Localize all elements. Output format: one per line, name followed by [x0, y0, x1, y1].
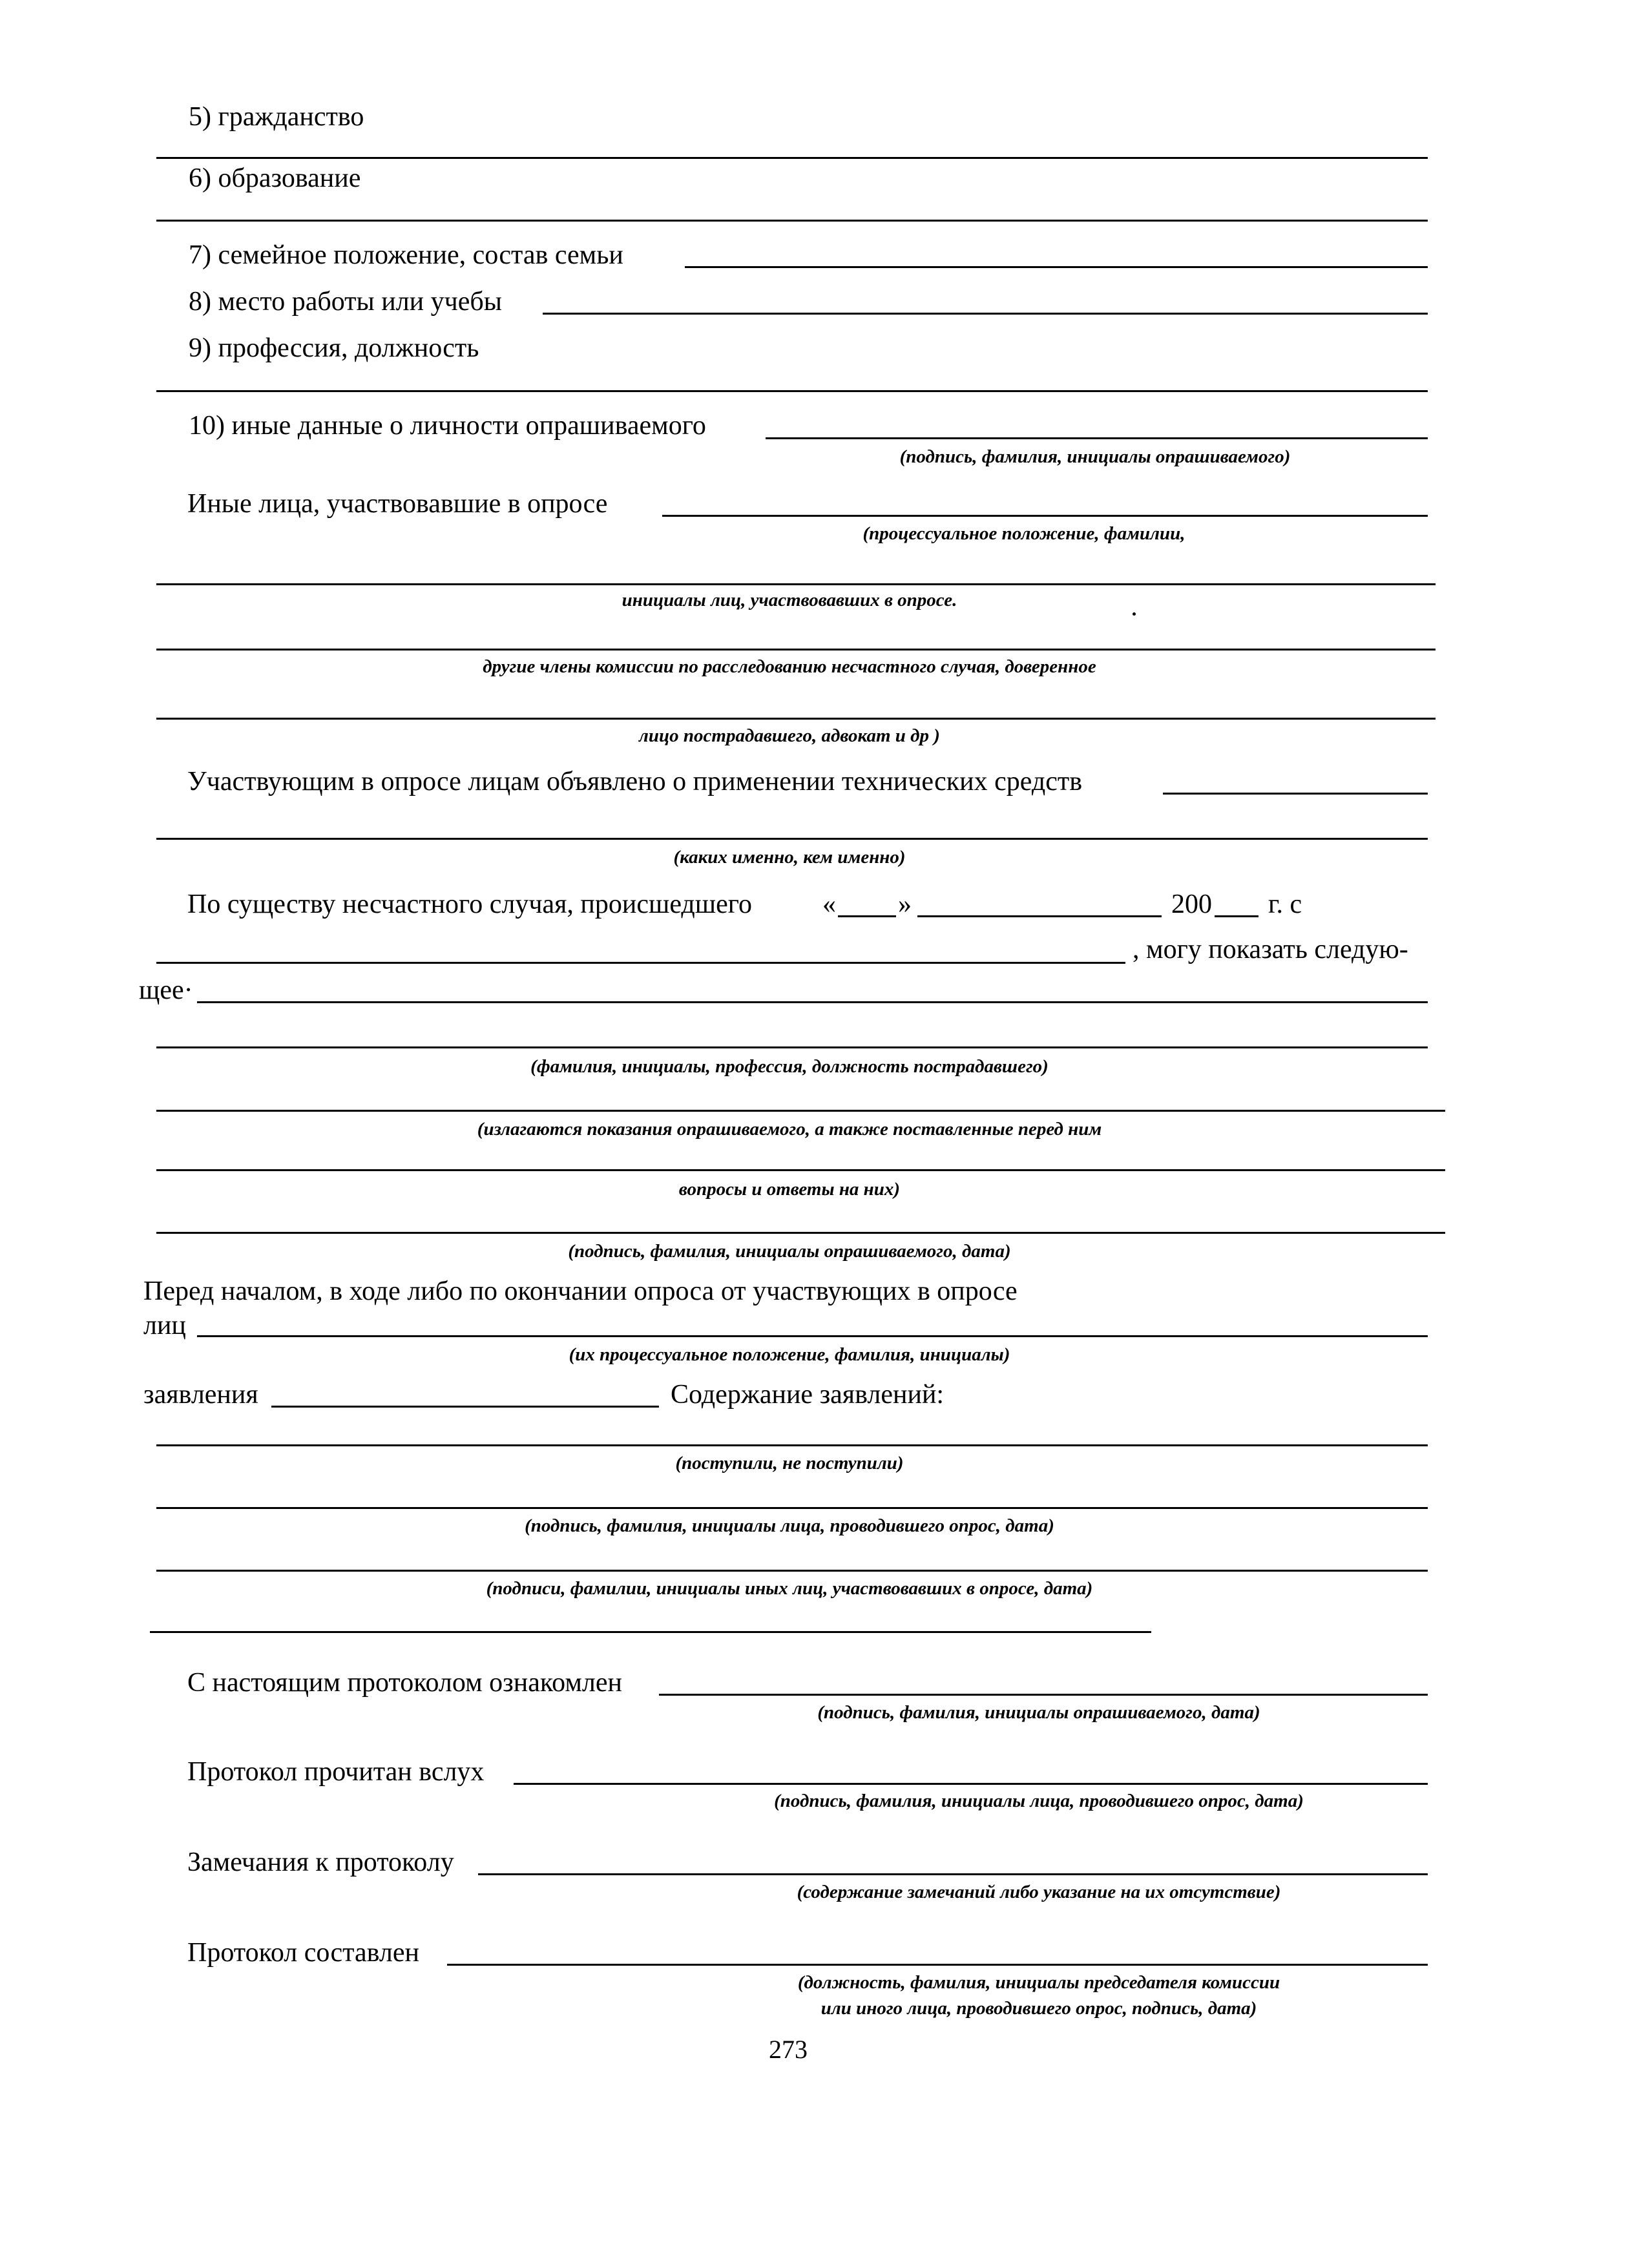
item-profession: 9) профессия, должность — [189, 333, 479, 363]
caption-familiarized: (подпись, фамилия, инициалы опрашиваемого, дата) — [817, 1702, 1260, 1723]
testimony-line-2[interactable] — [156, 1046, 1428, 1048]
familiarized-line[interactable] — [659, 1694, 1428, 1696]
caption-participants-position: (их процессуальное положение, фамилия, инициалы) — [569, 1344, 1010, 1365]
caption-sig-conductor-date: (подпись, фамилия, инициалы лица, проводившего опрос, дата) — [525, 1515, 1054, 1536]
tech-means-label: Участвующим в опросе лицам объявлено о применении технических средств — [187, 767, 1083, 796]
tech-means-line-2[interactable] — [156, 838, 1428, 840]
participants-line-1[interactable] — [156, 583, 1436, 585]
caption-read-aloud: (подпись, фамилия, инициалы лица, проводившего опрос, дата) — [774, 1791, 1304, 1811]
compiled-label: Протокол составлен — [187, 1938, 419, 1968]
statements-content-label: Содержание заявлений: — [671, 1380, 945, 1410]
remarks-line[interactable] — [478, 1873, 1428, 1875]
page-number: 273 — [769, 2035, 808, 2064]
month-line[interactable] — [917, 915, 1162, 917]
with-person-line[interactable] — [156, 962, 1125, 964]
year-suffix: г. с — [1268, 890, 1302, 919]
caption-victim-proxy: лицо пострадавшего, адвокат и др ) — [639, 725, 940, 746]
family-line[interactable] — [685, 266, 1428, 268]
testimony-line-1[interactable] — [197, 1001, 1428, 1003]
familiarized-label: С настоящим протоколом ознакомлен — [187, 1668, 623, 1698]
participants-line-3[interactable] — [156, 718, 1436, 720]
participants-line-2[interactable] — [156, 649, 1436, 650]
work-line[interactable] — [543, 313, 1428, 315]
item-work: 8) место работы или учебы — [189, 287, 502, 317]
statements-line[interactable] — [271, 1406, 659, 1408]
caption-remarks-content: (содержание замечаний либо указание на их отсутствие) — [797, 1882, 1281, 1902]
before-during-label: Перед началом, в ходе либо по окончании опроса от участвующих в опросе — [143, 1276, 1018, 1306]
statements-line-3[interactable] — [156, 1507, 1428, 1509]
statements-line-4[interactable] — [156, 1570, 1428, 1572]
item-other-data: 10) иные данные о личности опрашиваемого — [189, 411, 706, 441]
year-line[interactable] — [1215, 915, 1258, 917]
item-education: 6) образование — [189, 163, 361, 193]
caption-chairman-line2: или иного лица, проводившего опрос, подпись, дата) — [820, 1998, 1257, 2019]
can-show-label: , могу показать следую- — [1133, 935, 1408, 964]
quote-open: « — [822, 890, 836, 919]
other-persons-label: Иные лица, участвовавшие в опросе — [187, 489, 608, 519]
statements-label: заявления — [143, 1380, 258, 1410]
item-citizenship: 5) гражданство — [189, 102, 364, 132]
item-family: 7) семейное положение, состав семьи — [189, 240, 623, 270]
persons-line[interactable] — [197, 1335, 1428, 1337]
caption-sig-respondent-date: (подпись, фамилия, инициалы опрашиваемого, дата) — [568, 1241, 1011, 1262]
quote-close: » — [898, 890, 912, 919]
caption-procedural-position: (процессуальное положение, фамилии, — [862, 523, 1185, 544]
testimony-line-5[interactable] — [156, 1232, 1445, 1234]
persons-label: лиц — [143, 1311, 186, 1340]
education-line[interactable] — [156, 220, 1428, 222]
testimony-line-4[interactable] — [156, 1169, 1445, 1171]
day-line[interactable] — [838, 915, 896, 917]
statements-line-5[interactable] — [150, 1631, 1151, 1633]
stray-dot — [1133, 612, 1136, 616]
other-data-line[interactable] — [766, 437, 1428, 439]
statements-line-2[interactable] — [156, 1444, 1428, 1446]
compiled-line[interactable] — [447, 1964, 1428, 1966]
profession-line[interactable] — [156, 390, 1428, 392]
caption-sigs-others-date: (подписи, фамилии, инициалы иных лиц, участвовавших в опросе, дата) — [486, 1578, 1093, 1599]
caption-chairman-line1: (должность, фамилия, инициалы председателя комиссии — [797, 1972, 1280, 1993]
read-aloud-line[interactable] — [514, 1783, 1428, 1785]
caption-initials-participants: инициалы лиц, участвовавших в опросе. — [621, 590, 957, 610]
caption-sig-respondent: (подпись, фамилия, инициалы опрашиваемого) — [899, 446, 1291, 467]
merits-label: По существу несчастного случая, происшедшего — [187, 890, 752, 919]
remarks-label: Замечания к протоколу — [187, 1847, 454, 1877]
caption-other-members: другие члены комиссии по расследованию несчастного случая, доверенное — [483, 656, 1096, 677]
citizenship-line[interactable] — [156, 157, 1428, 159]
caption-questions: вопросы и ответы на них) — [678, 1179, 901, 1200]
following-label: щее· — [139, 975, 193, 1005]
read-aloud-label: Протокол прочитан вслух — [187, 1757, 485, 1787]
other-persons-line[interactable] — [662, 515, 1428, 517]
testimony-line-3[interactable] — [156, 1110, 1445, 1112]
tech-means-line[interactable] — [1163, 793, 1428, 795]
year-prefix: 200 — [1171, 890, 1212, 919]
caption-testimony: (излагаются показания опрашиваемого, а также поставленные перед ним — [477, 1119, 1102, 1139]
caption-received: (поступили, не поступили) — [675, 1453, 904, 1473]
caption-which-who: (каких именно, кем именно) — [673, 847, 906, 868]
caption-victim-details: (фамилия, инициалы, профессия, должность пострадавшего) — [530, 1056, 1049, 1077]
